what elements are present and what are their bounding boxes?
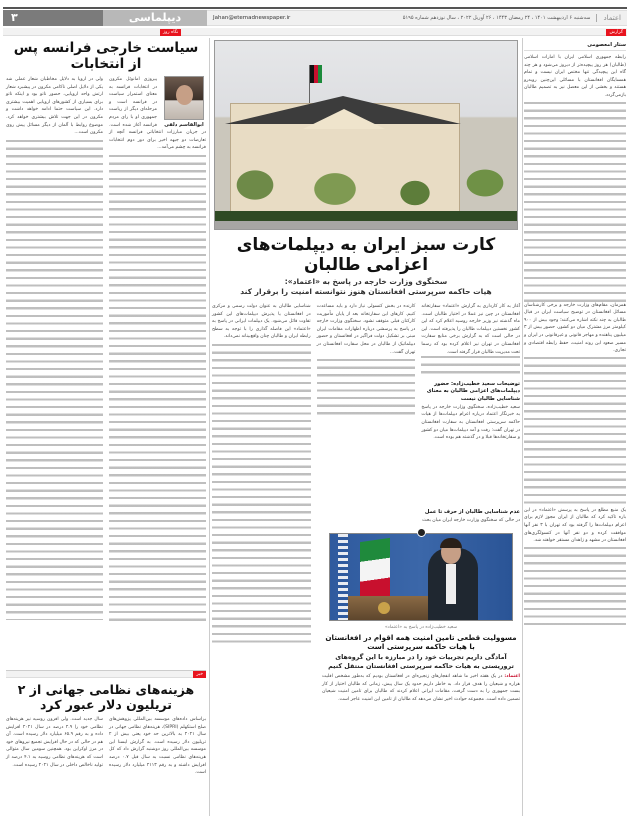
spokesman-photo <box>329 533 513 621</box>
shirt <box>446 564 456 604</box>
section-title: دیپلماسی <box>103 10 207 26</box>
opinion-column-2 <box>6 76 103 656</box>
column-divider <box>209 38 210 816</box>
recognition-subsection <box>322 506 520 525</box>
author-portrait <box>164 76 204 120</box>
tag-view-of-day: نگاه روز <box>160 29 181 36</box>
report-body-2: همزمان، مقام‌های وزارت خارجه و برخی کارشناسان مسائل افغانستان در توضیح سیاست ایران در قبال طالبان به چند نکته اشاره می‌کنند؛ وجود بیش از ۹۰۰ کیلومتر مرز مشترک میان دو کشور، حضور بیش از ۳ میلیون پناهنده و مهاجر قانونی و غیرقانونی در ایران و مسیر صعود این روند امنیت، حفظ رابطه اقتصادی و تجاری. <box>524 302 626 354</box>
pillar <box>338 534 348 621</box>
opinion-column-1 <box>109 76 206 656</box>
secondary-article <box>322 528 520 703</box>
body-text-lines <box>421 356 520 378</box>
body-text-lines <box>524 357 626 507</box>
opinion-headline: سیاست خارجی فرانسه پس از انتخابات <box>13 40 199 72</box>
hair <box>440 538 462 548</box>
inline-subheading-2: عدم شناسایی طالبان از حرف تا عمل <box>424 509 520 515</box>
hedge <box>215 211 517 221</box>
report-body-1: رابطه جمهوری اسلامی ایران با امارات اسلامی (طالبان) هر روز پیچیده‌تر از دیروز می‌شود و هر چند گاه این پیچیدگی تنها مختص ایران نیست و تمام همسایگان افغانستان با مسائلی این‌چنین روبه‌رو هستند و بخشی از این معضل نیز به تصمیم طالبان بازمی‌گردد. <box>524 55 626 98</box>
lead-body-3: کارنده در بخش کنسولی نیاز دارد و باید مساعدت کنیم. کارهای این سفارتخانه بعد از پایان مأموریت کارکنان قبلی متوقف نشود. سخنگوی وزارت خارجه در پاسخ به پرسشی درباره اظهارات مقامات ایران مبنی بر تشکیل دولت فراگیر در افغانستان و حضور دیپلماتیک از طالبان در محل سفارت افغانستان در تهران گفت... <box>316 304 416 355</box>
iran-flag-icon <box>360 538 390 602</box>
secondary-body <box>322 673 520 703</box>
afghan-flag-icon <box>310 65 322 83</box>
opinion-article <box>6 38 207 776</box>
newspaper-logo: اعتماد <box>596 14 621 22</box>
news-column-2 <box>6 716 103 777</box>
section-label-bar <box>6 670 206 678</box>
news-body-2: سال جدید است. ولی افزون روسیه نیز هزینه‌های نظامی خود را ۲.۹ درصد در سال ۲۰۲۱ افزایش داده و به رقم ۶۵.۹ میلیارد دلار رسیده است. آن هم در حالی که در حال افزایش تجمیع نیروهای خود در مرز اوکراین بود. همچنین سومین سال متوالی است که هزینه‌های نظامی روسیه به ۴.۱ درصد از تولید ناخالص داخلی در سال ۲۰۲۱ رسیده است. <box>6 717 104 768</box>
opinion-body: پیروزی امانوئل مکرون در انتخابات فرانسه به معنای استمرار سیاست در فرانسه است و مرحله‌ای دیگر از ریاست جمهوری او با رای مردم فرانسه آغاز شده است. در جریان مبارزات انتخاباتی فرانسه آنچه از تعارضات دو جبهه اخیر برای دور دوم انتخابات فرانسه به چشم می‌آمد... <box>109 77 206 151</box>
seal-icon <box>378 602 390 614</box>
lead-label: اعتماد: <box>504 674 520 679</box>
body-text-lines <box>212 344 311 644</box>
masthead-info <box>207 10 627 26</box>
top-rule <box>3 7 627 9</box>
body-text-lines <box>6 140 103 620</box>
body-text-lines <box>317 359 416 419</box>
subheadline-1: سخنگوی وزارت خارجه در پاسخ به «اعتماد»: <box>284 277 448 286</box>
report-author: ستار امعصومی <box>524 42 626 51</box>
news-column-1 <box>109 716 206 777</box>
inline-subheading: توضیحات سعید خطیب‌زاده: حضور دیپلمات‌های اعزامی طالبان به معنای شناسایی طالبان نیست <box>426 381 520 402</box>
photo-caption: سعید خطیب‌زاده در پاسخ به «اعتماد» <box>384 625 458 630</box>
subheadline-2: هیات حاکمه سرپرستی افغانستان هنوز نتوانسته امنیت را برقرار کند <box>240 287 492 296</box>
secondary-subheadline: آمادگی داریم تجربیات خود را در مبارزه با این گروه‌های تروریستی به هیات حاکمه سرپرستی افغانستان منتقل کنیم <box>328 653 514 670</box>
lead-body-1: آغاز به کار کارداری به گزارش «اعتماد» سفارتخانه افغانستان در چین نیز عملا در اختیار طالبان است. ماه گذشته نیز وزیر خارجه روسیه اعلام کرد که این کشور نخستین دیپلمات طالبان را پذیرفته است. این در حالی است که به گزارش برخی منابع سفارت افغانستان در تهران نیز اعلام کرده بود که رسما تحت مدیریت طالبان قرار گرفته است. <box>421 304 520 355</box>
news-brief <box>6 670 206 777</box>
section-label-bar <box>3 28 627 36</box>
body-text-lines <box>109 155 206 625</box>
secondary-body-text: در یک هفته اخیر ما شاهد انفجارهای زنجیره‌ای در افغانستان بودیم که به‌طور مشخص اقلیت هزاره و شیعیان را هدف قرار داد. به خاطر داریم حدود یک سال پیش، زمانی که طالبان اختیار از کار بست جمهوری را به دست گرفت، مقامات ایرانی اعلام کردند که طالبان برای تامین امنیت شیعیان تضمین داده است. مجموعه حوادث اخیر نشان می‌دهد که طالبان از تامین این امنیت عاجز است. <box>322 674 520 702</box>
body-text-lines <box>524 102 626 302</box>
lead-column-left <box>212 303 311 723</box>
news-body-1: براساس داده‌های موسسه بین‌المللی پژوهش‌های صلح استکهلم (SIPRI)، هزینه‌های نظامی جهانی در سال ۲۰۲۱ به بالاترین حد خود یعنی بیش از ۲ تریلیون دلار رسیده است. به گزارش ایسنا این موسسه بین‌المللی روز دوشنبه گزارش داد که کل هزینه‌های نظامی نسبت به سال قبل ۰.۷ درصد افزایش داشته و به رقم ۲۱۱۳ میلیارد دلار رسیده است. <box>109 717 207 776</box>
body-text-lines <box>524 547 626 627</box>
report-body-3: یک منبع مطلع در پاسخ به پرسش «اعتماد» در این باره تاکید کرد که طالبان از ایران مجوز لازم برای اعزام دیپلمات‌ها را گرفته بود که تهران با ۳ نفر آنها موافقت کرده و دو نفر آنها در کنسولگری‌های افغانستان در مشهد و زاهدان مستقر خواهند شد. <box>524 507 626 544</box>
page-number: ۳ <box>3 10 103 26</box>
author-box <box>162 76 206 128</box>
issue-date: سه‌شنبه ۶ اردیبهشت ۱۴۰۱ ، ۲۴ رمضان ۱۴۴۳ ، ۲۶ آوریل ۲۰۲۲ ، سال نوزدهم شماره ۵۱۹۵ <box>402 15 591 21</box>
author-name: ابوالقاسم دلفی <box>164 122 204 128</box>
embassy-photo <box>214 40 518 230</box>
trees <box>215 155 517 215</box>
lead-headline: کارت سبز ایران به دیپلمات‌های اعزامی طالبان <box>236 235 496 275</box>
news-headline: هزینه‌های نظامی جهانی از ۲ تریلیون دلار عبور کرد <box>17 682 195 712</box>
tag-report: گزارش <box>606 29 626 36</box>
inline-subheading-2-lead: در حالی که سخنگوی وزارت خارجه ایران میان بحث <box>422 518 520 524</box>
column-divider <box>522 38 523 816</box>
road <box>215 221 517 229</box>
report-article <box>524 38 626 627</box>
masthead <box>3 10 627 26</box>
opinion-body-2: ولی در اروپا به دلایل مخاطبان شعار عملی شد یکی از دلایل اصلی ناکامی مکرون در پیشبرد شعار ارتش واحد اروپایی، حضور ناتو بود و اینکه ناتو برای بسیاری از کشورهای اروپایی اهمیت بیشتری دارد. این سیاست حتما ادامه خواهد داشت و مکرون در این جهت تلاش بیشتری خواهد کرد. موضوع روابط با آلمان از دیگر مسائل پیش روی مکرون است... <box>6 77 103 136</box>
camera-icon <box>417 528 426 537</box>
tag-news: خبر <box>193 671 206 678</box>
lead-body-2: سعید خطیب‌زاده، سخنگوی وزارت خارجه در پاسخ به خبرنگار اعتماد درباره اعزام دیپلمات‌ها از هیات حاکمه سرپرستی افغانستان به سفارت افغانستان در تهران گفت: رفت و آمد دیپلمات‌ها میان دو کشور و سفارتخانه‌ها قبلا و در گذشته هم بوده است. <box>421 404 520 441</box>
lead-body-4: شناسایی طالبان به عنوان دولت رسمی و مرکزی در افغانستان یا پذیرش دیپلمات‌های این کشور تفاوت قائل می‌شود. یک دیپلمات ایرانی در پاسخ به «اعتماد» این فاصله گذاری را با توجه به سطح رابطه ایران و طالبان چنان واقع‌بینانه نمی‌داند. <box>211 304 311 340</box>
secondary-headline: مسوولیت قطعی تامین امنیت همه اقوام در افغانستان با هیات حاکمه سرپرستی است <box>325 633 517 651</box>
lead-subheadline <box>212 277 520 297</box>
dateline <box>403 14 621 22</box>
contact-email[interactable]: Jahan@etemadnewspaper.ir <box>213 15 291 21</box>
